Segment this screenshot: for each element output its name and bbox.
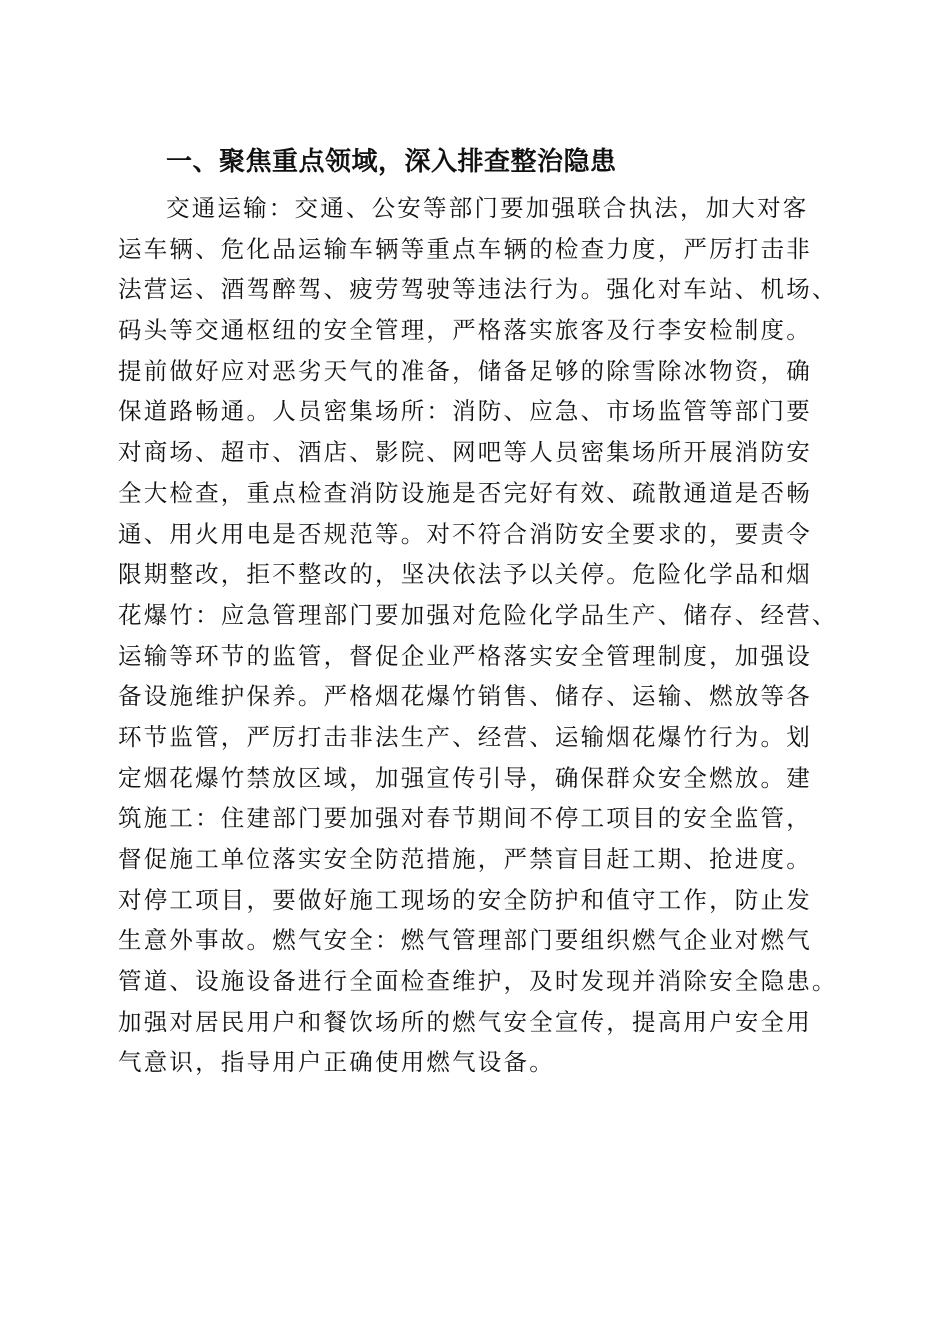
paragraph-line: 全大检查，重点检查消防设施是否完好有效、疏散通道是否畅 — [118, 478, 812, 507]
paragraph-line: 提前做好应对恶劣天气的准备，储备足够的除雪除冰物资，确 — [118, 356, 812, 385]
paragraph-line: 运车辆、危化品运输车辆等重点车辆的检查力度，严厉打击非 — [118, 234, 812, 263]
paragraph-line: 对商场、超市、酒店、影院、网吧等人员密集场所开展消防安 — [118, 438, 812, 467]
paragraph-line: 定烟花爆竹禁放区域，加强宣传引导，确保群众安全燃放。建 — [118, 763, 812, 792]
paragraph-line: 加强对居民用户和餐饮场所的燃气安全宣传，提高用户安全用 — [118, 1007, 812, 1036]
paragraph-line: 法营运、酒驾醉驾、疲劳驾驶等违法行为。强化对车站、机场、 — [118, 275, 838, 304]
paragraph-line: 运输等环节的监管，督促企业严格落实安全管理制度，加强设 — [118, 641, 812, 670]
body-paragraph — [118, 188, 848, 1083]
paragraph-line: 备设施维护保养。严格烟花爆竹销售、储存、运输、燃放等各 — [118, 682, 812, 711]
paragraph-line: 保道路畅通。人员密集场所：消防、应急、市场监管等部门要 — [118, 397, 812, 426]
paragraph-line: 交通运输：交通、公安等部门要加强联合执法，加大对客 — [166, 194, 809, 222]
paragraph-line: 通、用火用电是否规范等。对不符合消防安全要求的，要责令 — [118, 519, 812, 548]
paragraph-line: 花爆竹：应急管理部门要加强对危险化学品生产、储存、经营、 — [118, 600, 838, 629]
section-heading: 一、聚焦重点领域，深入排查整治隐患 — [166, 147, 617, 177]
paragraph-line: 筑施工：住建部门要加强对春节期间不停工项目的安全监管， — [118, 804, 812, 833]
paragraph-line: 督促施工单位落实安全防范措施，严禁盲目赶工期、抢进度。 — [118, 845, 812, 873]
paragraph-line: 限期整改，拒不整改的，坚决依法予以关停。危险化学品和烟 — [118, 560, 812, 589]
paragraph-line: 对停工项目，要做好施工现场的安全防护和值守工作，防止发 — [118, 885, 812, 914]
paragraph-line: 气意识，指导用户正确使用燃气设备。 — [118, 1048, 555, 1077]
paragraph-line: 管道、设施设备进行全面检查维护，及时发现并消除安全隐患。 — [118, 967, 838, 996]
paragraph-line: 环节监管，严厉打击非法生产、经营、运输烟花爆竹行为。划 — [118, 722, 812, 751]
paragraph-line: 生意外事故。燃气安全：燃气管理部门要组织燃气企业对燃气 — [118, 926, 812, 955]
paragraph-line: 码头等交通枢纽的安全管理，严格落实旅客及行李安检制度。 — [118, 316, 812, 345]
